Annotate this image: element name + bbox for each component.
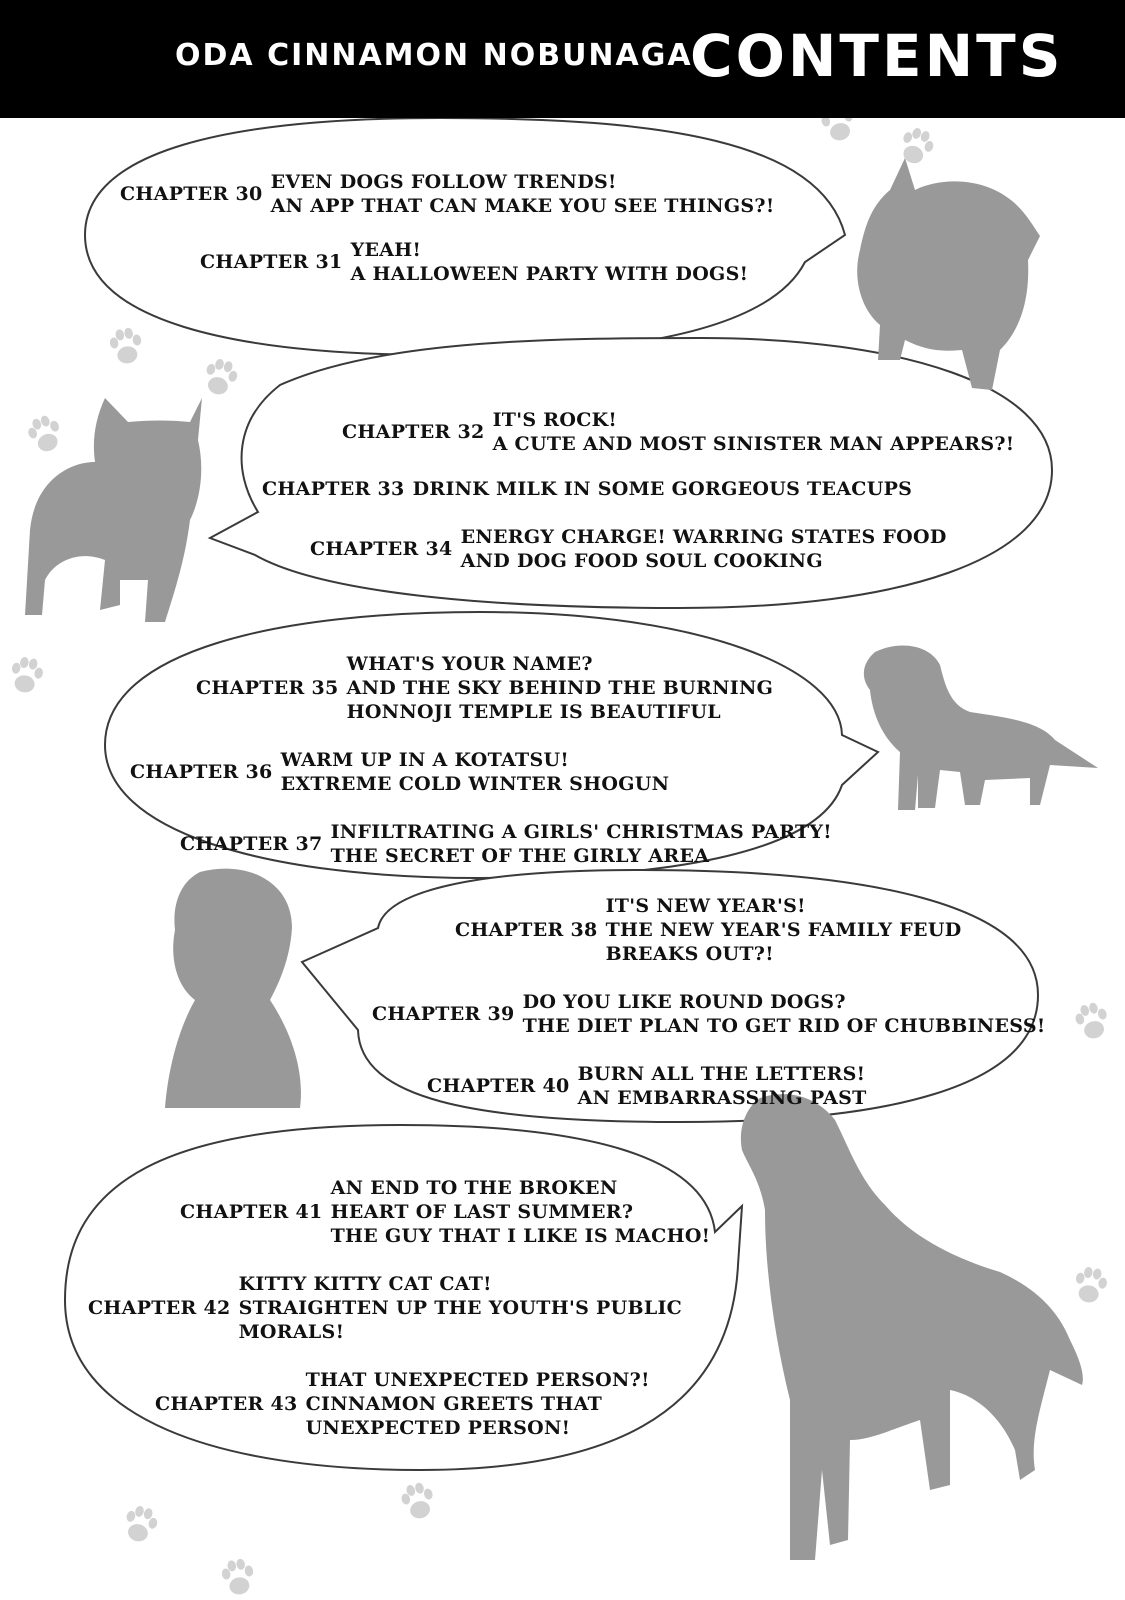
chapter-title-line: BREAKS OUT?! bbox=[605, 943, 774, 965]
chapter-entry-39[interactable] bbox=[372, 990, 1046, 1038]
chapter-title-line: THE NEW YEAR'S FAMILY FEUD bbox=[605, 919, 962, 941]
chapter-title-line: THE SECRET OF THE GIRLY AREA bbox=[330, 845, 710, 867]
chapter-title-line: AN APP THAT CAN MAKE YOU SEE THINGS?! bbox=[270, 195, 775, 217]
chapter-number: CHAPTER 36 bbox=[130, 761, 273, 783]
chapter-number: CHAPTER 38 bbox=[455, 919, 598, 941]
chapter-title-line: AND THE SKY BEHIND THE BURNING bbox=[346, 677, 774, 699]
contents-title: CONTENTS bbox=[690, 22, 1064, 90]
chapter-title-line: EXTREME COLD WINTER SHOGUN bbox=[280, 773, 670, 795]
chapter-number: CHAPTER 32 bbox=[342, 421, 485, 443]
french-bulldog-silhouette bbox=[25, 398, 202, 622]
chapter-entry-30[interactable] bbox=[120, 170, 774, 218]
chapter-title-line: CINNAMON GREETS THAT bbox=[305, 1393, 603, 1415]
chapter-title-line: A HALLOWEEN PARTY WITH DOGS! bbox=[350, 263, 749, 285]
long-hair-dog-silhouette bbox=[864, 646, 1098, 810]
chapter-title-line: YEAH! bbox=[350, 239, 422, 261]
chapter-entry-36[interactable] bbox=[130, 748, 669, 796]
paw-print-icon bbox=[1073, 1000, 1112, 1042]
chapter-title-line: THE DIET PLAN TO GET RID OF CHUBBINESS! bbox=[522, 1015, 1046, 1037]
chapter-title-line: A CUTE AND MOST SINISTER MAN APPEARS?! bbox=[492, 433, 1015, 455]
chapter-entry-41[interactable] bbox=[180, 1176, 710, 1248]
chapter-title-line: IT'S NEW YEAR'S! bbox=[605, 895, 806, 917]
chapter-title-line: ENERGY CHARGE! WARRING STATES FOOD bbox=[460, 526, 947, 548]
paw-print-icon bbox=[108, 326, 145, 366]
paw-print-icon bbox=[399, 1480, 438, 1522]
speech-bubble-1 bbox=[85, 118, 845, 355]
chapter-entry-42[interactable] bbox=[88, 1272, 682, 1344]
chapter-number: CHAPTER 35 bbox=[196, 677, 339, 699]
chapter-title-line: AN END TO THE BROKEN bbox=[330, 1177, 618, 1199]
chapter-entry-31[interactable] bbox=[200, 238, 748, 286]
chapter-number: CHAPTER 34 bbox=[310, 538, 453, 560]
chapter-entry-40[interactable] bbox=[427, 1062, 867, 1110]
chapter-title-line: MORALS! bbox=[238, 1321, 345, 1343]
series-title: ODA CINNAMON NOBUNAGA bbox=[175, 38, 693, 73]
chapter-title-line: HONNOJI TEMPLE IS BEAUTIFUL bbox=[346, 701, 721, 723]
chapter-number: CHAPTER 31 bbox=[200, 251, 343, 273]
paw-print-icon bbox=[1072, 1265, 1109, 1305]
chapter-entry-35[interactable] bbox=[196, 652, 773, 724]
chapter-number: CHAPTER 37 bbox=[180, 833, 323, 855]
paw-print-icon bbox=[8, 655, 45, 695]
chapter-title-line: THAT UNEXPECTED PERSON?! bbox=[305, 1369, 650, 1391]
chapter-number: CHAPTER 30 bbox=[120, 183, 263, 205]
chapter-title-line: EVEN DOGS FOLLOW TRENDS! bbox=[270, 171, 617, 193]
retriever-silhouette bbox=[741, 1094, 1083, 1560]
chapter-entry-38[interactable] bbox=[455, 894, 961, 966]
chapter-number: CHAPTER 33 bbox=[262, 478, 405, 500]
chapter-number: CHAPTER 43 bbox=[155, 1393, 298, 1415]
chapter-number: CHAPTER 39 bbox=[372, 1003, 515, 1025]
chapter-entry-34[interactable] bbox=[310, 525, 947, 573]
chapter-number: CHAPTER 42 bbox=[88, 1297, 231, 1319]
paw-print-icon bbox=[24, 412, 65, 456]
chapter-entry-33[interactable] bbox=[262, 477, 912, 501]
fluffy-dog-silhouette bbox=[857, 158, 1040, 390]
chapter-number: CHAPTER 40 bbox=[427, 1075, 570, 1097]
paw-print-icon bbox=[121, 1503, 160, 1545]
chapter-title-line: IT'S ROCK! bbox=[492, 409, 618, 431]
chapter-title-line: UNEXPECTED PERSON! bbox=[305, 1417, 571, 1439]
chapter-title-line: BURN ALL THE LETTERS! bbox=[577, 1063, 866, 1085]
chapter-entry-43[interactable] bbox=[155, 1368, 650, 1440]
chapter-title-line: AN EMBARRASSING PAST bbox=[577, 1087, 867, 1109]
header-bar bbox=[0, 0, 1125, 118]
chapter-title-line: INFILTRATING A GIRLS' CHRISTMAS PARTY! bbox=[330, 821, 832, 843]
chapter-title-line: AND DOG FOOD SOUL COOKING bbox=[460, 550, 823, 572]
chapter-title-line: STRAIGHTEN UP THE YOUTH'S PUBLIC bbox=[238, 1297, 683, 1319]
chapter-number: CHAPTER 41 bbox=[180, 1201, 323, 1223]
chapter-title-line: HEART OF LAST SUMMER? bbox=[330, 1201, 634, 1223]
chapter-entry-32[interactable] bbox=[342, 408, 1014, 456]
chapter-title-line: DRINK MILK IN SOME GORGEOUS TEACUPS bbox=[412, 478, 913, 500]
chapter-title-line: KITTY KITTY CAT CAT! bbox=[238, 1273, 492, 1295]
paw-print-icon bbox=[220, 1557, 257, 1597]
chapter-entry-37[interactable] bbox=[180, 820, 832, 868]
chapter-title-line: THE GUY THAT I LIKE IS MACHO! bbox=[330, 1225, 711, 1247]
poodle-silhouette bbox=[165, 869, 301, 1108]
chapter-title-line: WARM UP IN A KOTATSU! bbox=[280, 749, 570, 771]
chapter-title-line: DO YOU LIKE ROUND DOGS? bbox=[522, 991, 846, 1013]
chapter-title-line: WHAT'S YOUR NAME? bbox=[346, 653, 593, 675]
paw-print-icon bbox=[896, 124, 937, 168]
paw-print-icon bbox=[201, 356, 240, 398]
